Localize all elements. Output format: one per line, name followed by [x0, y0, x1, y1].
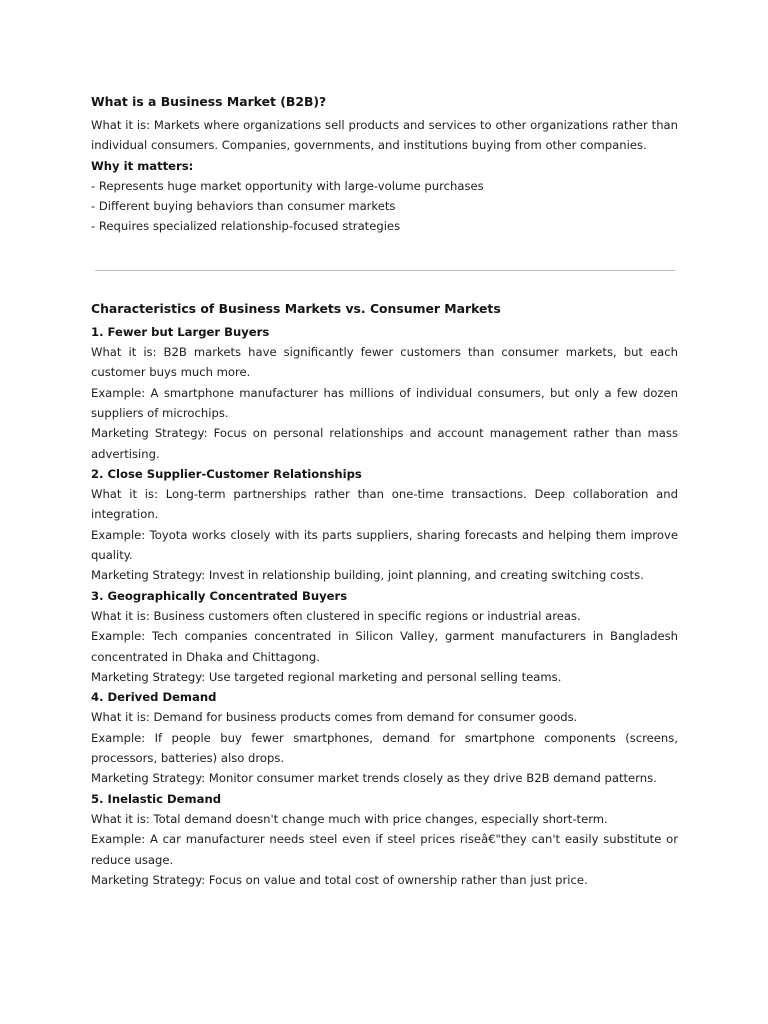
b2b-definition: What it is: Markets where organizations sell products and services to other organizations rather than individual consumers. Companies, governments, and institutions buying from other companies.: [91, 118, 678, 153]
characteristic-item: [91, 687, 678, 788]
characteristic-example: Example: Tech companies concentrated in Silicon Valley, garment manufacturers in Bangladesh concentrated in Dhaka and Chittagong.: [91, 629, 678, 664]
characteristic-what: What it is: B2B markets have significantly fewer customers than consumer markets, but each customer buys much more.: [91, 345, 678, 380]
characteristic-heading: 1. Fewer but Larger Buyers: [91, 324, 270, 339]
characteristic-heading: 4. Derived Demand: [91, 690, 217, 705]
characteristic-strategy: Marketing Strategy: Monitor consumer market trends closely as they drive B2B demand patterns.: [91, 771, 657, 786]
section-title-b2b: What is a Business Market (B2B)?: [91, 94, 327, 109]
bullet-item: - Represents huge market opportunity with large-volume purchases: [91, 178, 484, 193]
bullet-item: - Requires specialized relationship-focused strategies: [91, 219, 401, 234]
horizontal-divider: [95, 270, 675, 271]
characteristic-heading: 5. Inelastic Demand: [91, 791, 222, 806]
characteristic-item: [91, 322, 678, 464]
characteristic-item: [91, 586, 678, 687]
characteristic-heading: 3. Geographically Concentrated Buyers: [91, 588, 348, 603]
section-characteristics: [91, 299, 678, 890]
characteristic-what: What it is: Total demand doesn't change much with price changes, especially short-term.: [91, 811, 608, 826]
characteristic-example: Example: If people buy fewer smartphones, demand for smartphone components (screens, processors, batteries) also drops.: [91, 730, 678, 766]
characteristic-strategy: Marketing Strategy: Focus on personal relationships and account management rather than mass advertising.: [91, 426, 678, 461]
characteristic-what: What it is: Long-term partnerships rather than one-time transactions. Deep collaboration and integration.: [91, 487, 678, 522]
section-business-market: [91, 92, 678, 237]
characteristic-strategy: Marketing Strategy: Invest in relationship building, joint planning, and creating switching costs.: [91, 568, 644, 583]
bullet-item: - Different buying behaviors than consumer markets: [91, 199, 396, 214]
characteristic-item: [91, 464, 678, 586]
characteristic-example: Example: Toyota works closely with its parts suppliers, sharing forecasts and helping them improve quality.: [91, 527, 678, 563]
characteristic-example: Example: A smartphone manufacturer has millions of individual consumers, but only a few dozen suppliers of microchips.: [91, 385, 678, 420]
characteristic-what: What it is: Business customers often clustered in specific regions or industrial areas.: [91, 608, 581, 623]
characteristic-example: Example: A car manufacturer needs steel even if steel prices riseâ€"they can't easily substitute or reduce usage.: [91, 832, 678, 867]
characteristic-what: What it is: Demand for business products comes from demand for consumer goods.: [91, 710, 578, 725]
characteristic-heading: 2. Close Supplier-Customer Relationships: [91, 466, 362, 481]
characteristic-strategy: Marketing Strategy: Focus on value and total cost of ownership rather than just price.: [91, 872, 588, 887]
section-title-characteristics: Characteristics of Business Markets vs. Consumer Markets: [91, 300, 501, 316]
characteristic-strategy: Marketing Strategy: Use targeted regional marketing and personal selling teams.: [91, 669, 562, 684]
characteristic-item: [91, 789, 678, 890]
why-it-matters-heading: Why it matters:: [91, 158, 194, 173]
